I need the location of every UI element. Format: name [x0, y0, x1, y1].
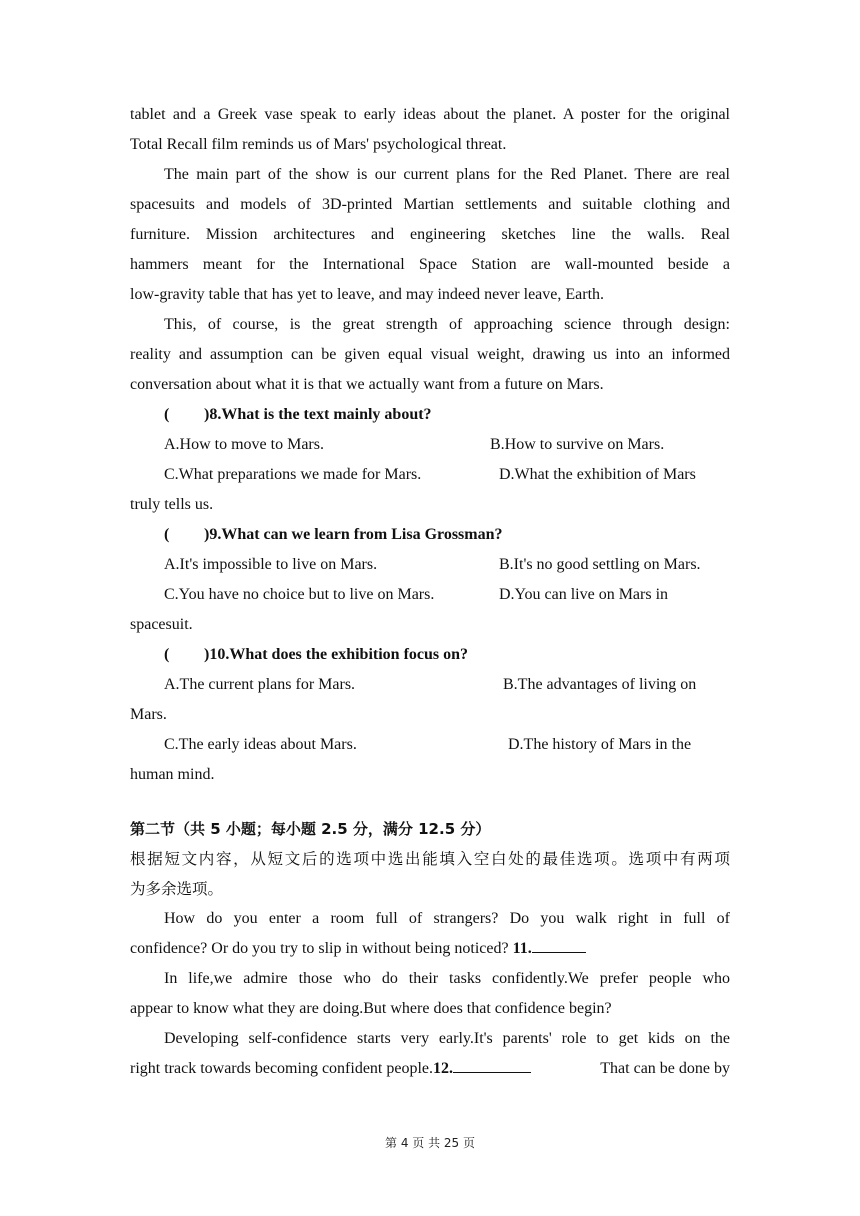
question-8-options-cd	[130, 460, 730, 490]
passage-line: Developing self-confidence starts very early.It's parents' role to get kids on the	[164, 1030, 730, 1047]
page-footer: 第 4 页 共 25 页	[385, 1136, 475, 1150]
passage-line: furniture. Mission architectures and engineering sketches line the walls. Real	[130, 226, 730, 243]
option-d-continued: truly tells us.	[130, 496, 214, 513]
answer-blank-12[interactable]	[453, 1054, 531, 1073]
passage-text: That can be done by	[600, 1060, 730, 1077]
passage-line: tablet and a Greek vase speak to early ideas about the planet. A poster for the original	[130, 106, 730, 123]
passage-line: Total Recall film reminds us of Mars' psychological threat.	[130, 136, 507, 153]
option-b: B.How to survive on Mars.	[490, 436, 665, 453]
blank-number: 12.	[433, 1060, 454, 1077]
question-9-stem	[130, 520, 730, 550]
question-9-options-ab	[130, 550, 730, 580]
option-b-continued: Mars.	[130, 706, 167, 723]
option-a: A.How to move to Mars.	[164, 436, 324, 453]
option-d: D.The history of Mars in the	[508, 736, 692, 753]
answer-paren: (	[164, 406, 170, 423]
question-text: )9.What can we learn from Lisa Grossman?	[204, 526, 503, 543]
question-text: )8.What is the text mainly about?	[204, 406, 432, 423]
option-d: D.You can live on Mars in	[499, 586, 669, 603]
option-d: D.What the exhibition of Mars	[499, 466, 696, 483]
passage-line	[130, 1054, 730, 1084]
question-10-stem	[130, 640, 730, 670]
option-c: C.You have no choice but to live on Mars.	[164, 586, 435, 603]
passage-line: low-gravity table that has yet to leave, and may indeed never leave, Earth.	[130, 286, 605, 303]
passage-text: confidence? Or do you try to slip in without being noticed?	[130, 940, 509, 957]
option-b: B.The advantages of living on	[503, 676, 697, 693]
passage-line: This, of course, is the great strength of approaching science through design:	[164, 316, 730, 333]
question-8-options-ab	[130, 430, 730, 460]
passage-line: appear to know what they are doing.But where does that confidence begin?	[130, 1000, 612, 1017]
question-10-options-cd	[130, 730, 730, 760]
option-a: A.It's impossible to live on Mars.	[164, 556, 378, 573]
section-instructions: 为多余选项。	[130, 880, 224, 898]
option-a: A.The current plans for Mars.	[164, 676, 356, 693]
option-c: C.The early ideas about Mars.	[164, 736, 357, 753]
question-9-options-cd	[130, 580, 730, 610]
question-10-options-ab	[130, 670, 730, 700]
option-b: B.It's no good settling on Mars.	[499, 556, 701, 573]
option-d-continued: human mind.	[130, 766, 215, 783]
passage-line: How do you enter a room full of strangers? Do you walk right in full of	[164, 910, 730, 927]
answer-blank-11[interactable]	[532, 934, 586, 953]
question-8-stem	[130, 400, 730, 430]
question-text: )10.What does the exhibition focus on?	[204, 646, 469, 663]
passage-line: The main part of the show is our current plans for the Red Planet. There are real	[164, 166, 730, 183]
section-instructions: 根据短文内容，从短文后的选项中选出能填入空白处的最佳选项。选项中有两项	[130, 850, 730, 868]
blank-number: 11.	[512, 940, 532, 957]
option-d-continued: spacesuit.	[130, 616, 193, 633]
passage-line: reality and assumption can be given equal visual weight, drawing us into an informed	[130, 346, 730, 363]
option-c: C.What preparations we made for Mars.	[164, 466, 422, 483]
answer-paren: (	[164, 646, 170, 663]
passage-line	[130, 934, 730, 964]
passage-line: In life,we admire those who do their tasks confidently.We prefer people who	[164, 970, 730, 987]
section-heading: 第二节（共 5 小题；每小题 2.5 分，满分 12.5 分）	[130, 820, 491, 838]
passage-text: right track towards becoming confident people.	[130, 1060, 434, 1077]
answer-paren: (	[164, 526, 170, 543]
document-page	[130, 100, 730, 1084]
passage-line: spacesuits and models of 3D-printed Martian settlements and suitable clothing and	[130, 196, 730, 213]
passage-line: hammers meant for the International Space Station are wall-mounted beside a	[130, 256, 730, 273]
passage-line: conversation about what it is that we actually want from a future on Mars.	[130, 376, 604, 393]
